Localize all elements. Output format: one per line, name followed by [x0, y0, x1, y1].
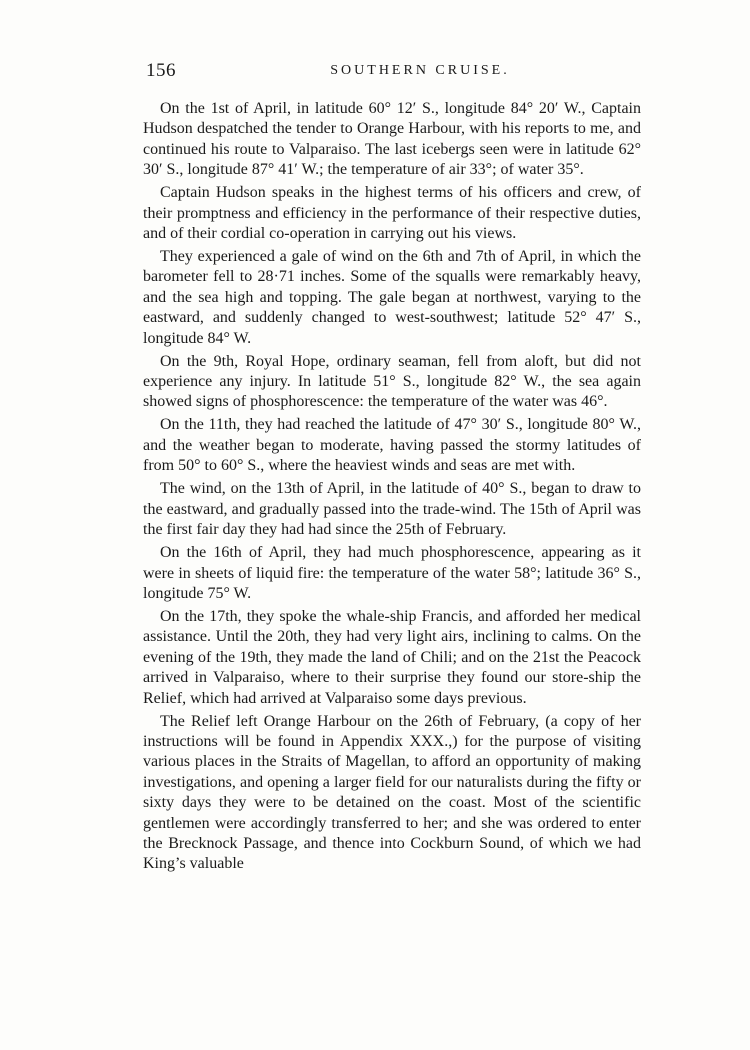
- paragraph-relief: The Relief left Orange Harbour on the 26th of February, (a copy of her instructions will be found in Appendix XXX.,) for the purpose of visiting various places in the Straits of Magellan, to afford an opportunity of making investigations, and opening a larger field for our naturalists during the fifty or sixty days they were to be detained on the coast. Most of the scientific gentlemen were accordingly transferred to her; and she was ordered to enter the Brecknock Passage, and thence into Cockburn Sound, of which we had King’s valuable: [143, 712, 641, 873]
- paragraph-eleventh: On the 11th, they had reached the latitude of 47° 30′ S., longitude 80° W., and the weather began to moderate, having passed the stormy latitudes of from 50° to 60° S., where the heaviest winds and seas are met with.: [143, 416, 641, 475]
- paragraph-gale: They experienced a gale of wind on the 6th and 7th of April, in which the barometer fell to 28·71 inches. Some of the squalls were remarkably heavy, and the sea high and topping. The gale began at northwest, varying to the eastward, and suddenly changed to west-southwest; latitude 52° 47′ S., longitude 84° W.: [143, 248, 641, 347]
- paragraph-officers-praise: Captain Hudson speaks in the highest terms of his officers and crew, of their promptness and efficiency in the performance of their respective duties, and of their cordial co-operation in carrying out his views.: [143, 184, 641, 243]
- page-header: [146, 60, 676, 86]
- paragraph-april-first: On the 1st of April, in latitude 60° 12′ S., longitude 84° 20′ W., Captain Hudson despatched the tender to Orange Harbour, with his reports to me, and continued his route to Valparaiso. The last icebergs seen were in latitude 62° 30′ S., longitude 87° 41′ W.; the temperature of air 33°; of water 35°.: [143, 100, 641, 179]
- body-text: [143, 99, 641, 875]
- paragraph-thirteenth: The wind, on the 13th of April, in the latitude of 40° S., began to draw to the eastward, and gradually passed into the trade-wind. The 15th of April was the first fair day they had had since the 25th of February.: [143, 480, 641, 539]
- paragraph-ninth: On the 9th, Royal Hope, ordinary seaman, fell from aloft, but did not experience any injury. In latitude 51° S., longitude 82° W., the sea again showed signs of phosphorescence: the temperature of the water was 46°.: [143, 352, 641, 411]
- page-number: 156: [146, 60, 176, 81]
- paragraph-sixteenth: On the 16th of April, they had much phosphorescence, appearing as it were in sheets of liquid fire: the temperature of the water 58°; latitude 36° S., longitude 75° W.: [143, 544, 641, 602]
- paragraph-seventeenth: On the 17th, they spoke the whale-ship Francis, and afforded her medical assistance. Until the 20th, they had very light airs, inclining to calms. On the evening of the 19th, they made the land of Chili; and on the 21st the Peacock arrived in Valparaiso, where to their surprise they found our store-ship the Relief, which had arrived at Valparaiso some days previous.: [143, 607, 641, 707]
- running-head: SOUTHERN CRUISE.: [330, 63, 510, 78]
